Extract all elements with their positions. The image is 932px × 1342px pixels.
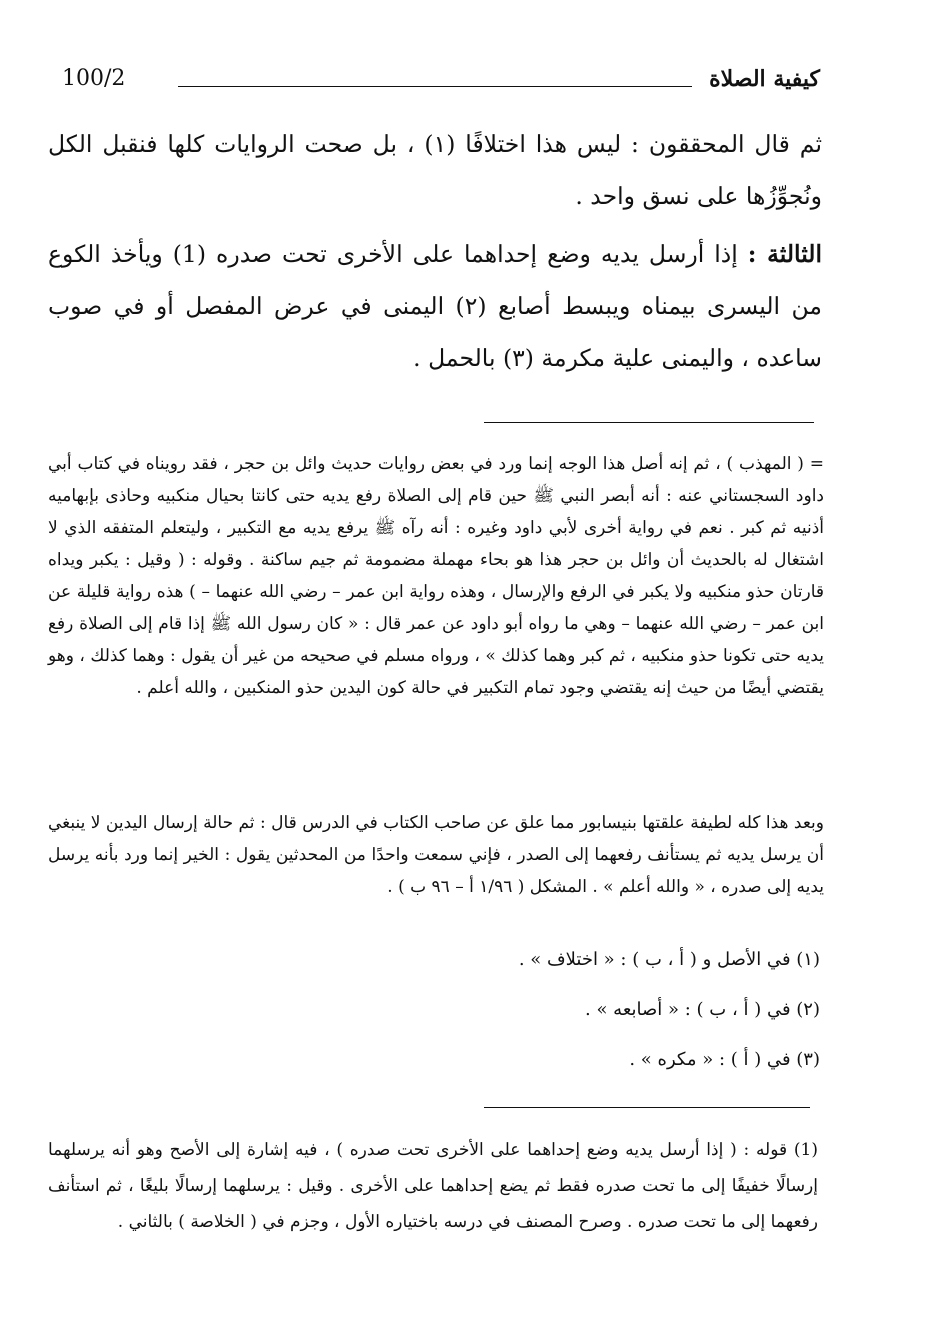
header-rule (178, 86, 692, 87)
commentary-paragraph-1: = ( المهذب ) ، ثم إنه أصل هذا الوجه إنما ورد في بعض روايات حديث وائل بن حجر ، فقد رويناه في كتاب أبي داود السجستاني عنه : أنه أبصر النبي ﷺ حين قام إلى الصلاة رفع يديه حتى كانتا بحيال منكبيه وحاذى بإبهاميه أذنيه ثم كبر . نعم في رواية أخرى لأبي داود وغيره : أنه رآه ﷺ يرفع يديه مع التكبير ، وليتعلم المتفقه الذي لا اشتغال له بالحديث أن وائل بن حجر هذا هو بحاء مهملة مضمومة ثم جيم ساكنة . وقوله : ( وقيل : يكبر ويداه قارتان حذو منكبيه ولا يكبر في الرفع والإرسال ، وهذه رواية ابن عمر – رضي الله عنهما – ) هذه رواية قليلة عن ابن عمر – رضي الله عنهما – وهي ما رواه أبو داود عن عمر قال : « كان رسول الله ﷺ إذا قام إلى الصلاة رفع يديه حتى تكونا حذو منكبيه ، ثم كبر وهما كذلك » ، ورواه مسلم في صحيحه من غير أن يقول : وهما كذلك ، وهو يقتضي أيضًا من حيث إنه يقتضي وجود تمام التكبير في حالة كون اليدين حذو المنكبين ، والله أعلم . (48, 454, 824, 698)
main-paragraph-1: ثم قال المحققون : ليس هذا اختلافًا (١) ، بل صحت الروايات كلها فنقبل الكل ونُجوِّزُها على نسق واحد . (48, 130, 822, 210)
page-number: 100/2 (62, 66, 126, 91)
footnote-separator (484, 422, 814, 423)
section-lead: الثالثة : (747, 240, 822, 268)
footnote-2: (٢) في ( أ ، ب ) : « أصابعه » . (585, 999, 820, 1020)
running-header (50, 66, 820, 96)
commentary-paragraph-2: وبعد هذا كله لطيفة علقتها بنيسابور مما علق عن صاحب الكتاب في الدرس قال : ثم حالة إرسال اليدين لا ينبغي أن يرسل يديه ثم يستأنف رفعهما إلى الصدر ، فإني سمعت واحدًا من المحدثين يقول : الخير إنما ورد بأنه يرسل يديه إلى صدره ، « والله أعلم » . المشكل ( ١/٩٦ أ – ٩٦ ب ) . (48, 813, 824, 897)
footnote-1: (١) في الأصل و ( أ ، ب ) : « اختلاف » . (518, 949, 820, 970)
footnote-3: (٣) في ( أ ) : « مكره » . (629, 1049, 820, 1070)
annotation-note: (1) قوله : ( إذا أرسل يديه وضع إحداهما على الأخرى تحت صدره ) ، فيه إشارة إلى الأصح وهو أنه يرسلهما إرسالًا خفيفًا إلى ما تحت صدره فقط ثم يضع إحداهما على الأخرى . وقيل : يرسلهما إرسالًا بليغًا ، ثم استأنف رفعهما إلى ما تحت صدره . وصرح المصنف في درسه باختياره الأول ، وجزم في ( الخلاصة ) بالثاني . (48, 1140, 818, 1232)
annotation-separator (484, 1107, 810, 1108)
main-paragraph-2 (48, 228, 822, 384)
main-paragraph-2-body: إذا أرسل يديه وضع إحداهما على الأخرى تحت صدره (1) ويأخذ الكوع من اليسرى بيمناه ويبسط أصابع (٢) اليمنى في عرض المفصل أو في صوب ساعده ، واليمنى علية مكرمة (٣) بالحمل . (48, 240, 823, 372)
chapter-title: كيفية الصلاة (709, 66, 820, 92)
